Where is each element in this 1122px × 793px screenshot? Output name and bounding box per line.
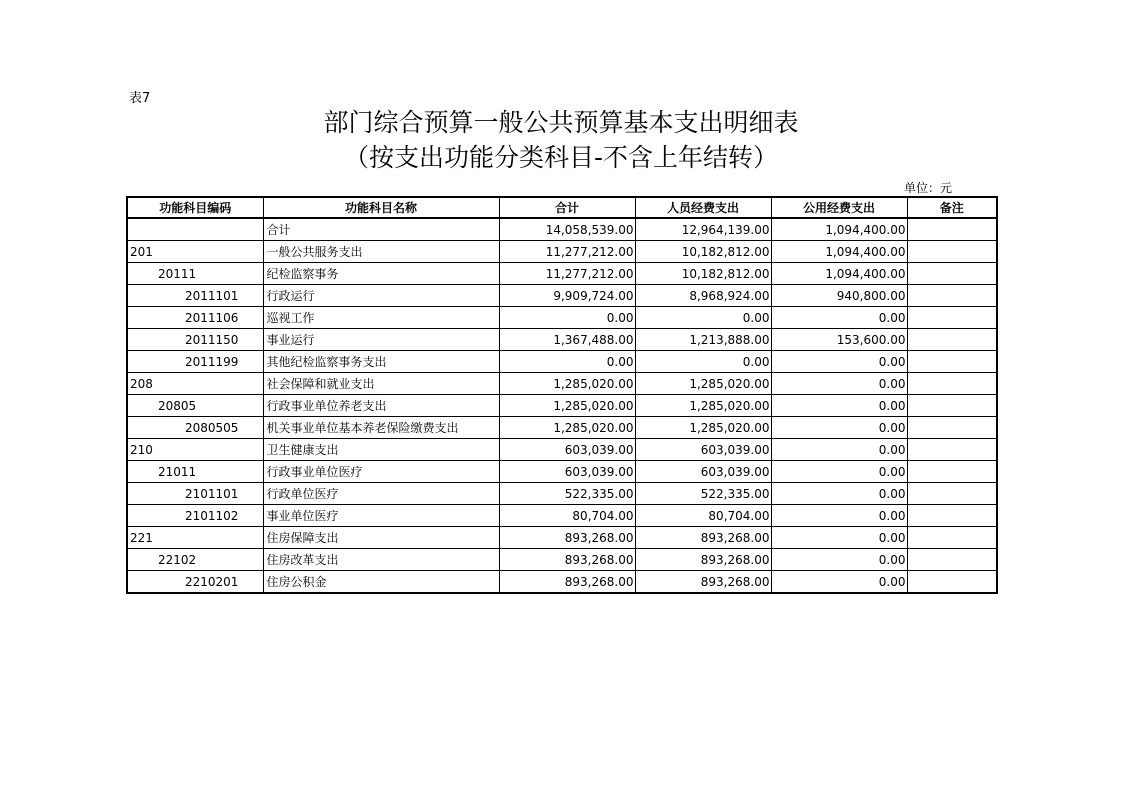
table-row xyxy=(127,373,997,395)
row-note xyxy=(907,549,997,571)
table-row xyxy=(127,285,997,307)
table-row xyxy=(127,527,997,549)
column-header-code: 功能科目编码 xyxy=(127,197,263,218)
row-public: 0.00 xyxy=(771,483,907,505)
row-public: 1,094,400.00 xyxy=(771,263,907,285)
row-name: 住房公积金 xyxy=(263,571,499,594)
row-code: 2011199 xyxy=(127,351,263,373)
row-total: 893,268.00 xyxy=(499,571,635,594)
row-name: 住房保障支出 xyxy=(263,527,499,549)
row-public: 0.00 xyxy=(771,351,907,373)
row-code: 208 xyxy=(127,373,263,395)
row-name: 巡视工作 xyxy=(263,307,499,329)
unit-label: 单位：元 xyxy=(904,181,953,195)
row-personnel: 603,039.00 xyxy=(635,461,771,483)
row-personnel: 603,039.00 xyxy=(635,439,771,461)
row-total: 1,285,020.00 xyxy=(499,417,635,439)
row-name: 事业单位医疗 xyxy=(263,505,499,527)
row-note xyxy=(907,505,997,527)
row-name: 行政事业单位养老支出 xyxy=(263,395,499,417)
table-number: 表7 xyxy=(129,91,151,106)
row-personnel: 893,268.00 xyxy=(635,527,771,549)
row-code: 21011 xyxy=(127,461,263,483)
row-code: 2011106 xyxy=(127,307,263,329)
row-code: 2080505 xyxy=(127,417,263,439)
row-name: 行政事业单位医疗 xyxy=(263,461,499,483)
column-header-note: 备注 xyxy=(907,197,997,218)
row-name: 纪检监察事务 xyxy=(263,263,499,285)
table-row xyxy=(127,241,997,263)
row-personnel: 1,213,888.00 xyxy=(635,329,771,351)
row-note xyxy=(907,263,997,285)
table-row xyxy=(127,549,997,571)
row-code xyxy=(127,218,263,241)
row-personnel: 10,182,812.00 xyxy=(635,263,771,285)
row-code: 221 xyxy=(127,527,263,549)
row-public: 1,094,400.00 xyxy=(771,218,907,241)
table-row xyxy=(127,417,997,439)
row-personnel: 1,285,020.00 xyxy=(635,395,771,417)
table-row xyxy=(127,218,997,241)
row-name: 社会保障和就业支出 xyxy=(263,373,499,395)
row-personnel: 0.00 xyxy=(635,351,771,373)
row-personnel: 80,704.00 xyxy=(635,505,771,527)
row-public: 0.00 xyxy=(771,373,907,395)
budget-table xyxy=(126,196,998,594)
row-note xyxy=(907,329,997,351)
row-code: 2101102 xyxy=(127,505,263,527)
row-code: 2011101 xyxy=(127,285,263,307)
row-note xyxy=(907,285,997,307)
row-note xyxy=(907,395,997,417)
row-public: 0.00 xyxy=(771,527,907,549)
row-total: 11,277,212.00 xyxy=(499,241,635,263)
row-public: 940,800.00 xyxy=(771,285,907,307)
column-header-total: 合计 xyxy=(499,197,635,218)
row-code: 22102 xyxy=(127,549,263,571)
row-personnel: 0.00 xyxy=(635,307,771,329)
row-total: 11,277,212.00 xyxy=(499,263,635,285)
column-header-name: 功能科目名称 xyxy=(263,197,499,218)
table-row xyxy=(127,351,997,373)
table-row xyxy=(127,483,997,505)
table-row xyxy=(127,307,997,329)
table-row xyxy=(127,571,997,594)
row-total: 9,909,724.00 xyxy=(499,285,635,307)
row-personnel: 1,285,020.00 xyxy=(635,373,771,395)
row-note xyxy=(907,527,997,549)
row-personnel: 8,968,924.00 xyxy=(635,285,771,307)
row-total: 603,039.00 xyxy=(499,439,635,461)
row-public: 0.00 xyxy=(771,461,907,483)
row-note xyxy=(907,483,997,505)
table-header-row xyxy=(127,197,997,218)
row-note xyxy=(907,417,997,439)
row-name: 行政单位医疗 xyxy=(263,483,499,505)
row-name: 事业运行 xyxy=(263,329,499,351)
row-public: 0.00 xyxy=(771,571,907,594)
column-header-public: 公用经费支出 xyxy=(771,197,907,218)
row-total: 0.00 xyxy=(499,307,635,329)
row-public: 1,094,400.00 xyxy=(771,241,907,263)
table-row xyxy=(127,263,997,285)
row-public: 0.00 xyxy=(771,549,907,571)
page-title: 部门综合预算一般公共预算基本支出明细表 xyxy=(323,108,799,137)
row-code: 210 xyxy=(127,439,263,461)
row-total: 893,268.00 xyxy=(499,549,635,571)
row-total: 522,335.00 xyxy=(499,483,635,505)
row-public: 0.00 xyxy=(771,505,907,527)
row-public: 0.00 xyxy=(771,417,907,439)
row-code: 201 xyxy=(127,241,263,263)
row-code: 20111 xyxy=(127,263,263,285)
row-total: 1,367,488.00 xyxy=(499,329,635,351)
row-public: 153,600.00 xyxy=(771,329,907,351)
row-name: 行政运行 xyxy=(263,285,499,307)
table-row xyxy=(127,395,997,417)
row-public: 0.00 xyxy=(771,439,907,461)
row-name: 机关事业单位基本养老保险缴费支出 xyxy=(263,417,499,439)
row-public: 0.00 xyxy=(771,395,907,417)
column-header-personnel: 人员经费支出 xyxy=(635,197,771,218)
row-code: 20805 xyxy=(127,395,263,417)
row-note xyxy=(907,241,997,263)
row-total: 1,285,020.00 xyxy=(499,395,635,417)
row-personnel: 893,268.00 xyxy=(635,571,771,594)
row-total: 603,039.00 xyxy=(499,461,635,483)
row-code: 2011150 xyxy=(127,329,263,351)
table-row xyxy=(127,329,997,351)
row-personnel: 12,964,139.00 xyxy=(635,218,771,241)
row-note xyxy=(907,571,997,594)
row-code: 2210201 xyxy=(127,571,263,594)
row-name: 卫生健康支出 xyxy=(263,439,499,461)
row-code: 2101101 xyxy=(127,483,263,505)
row-name: 住房改革支出 xyxy=(263,549,499,571)
table-row xyxy=(127,439,997,461)
row-name: 其他纪检监察事务支出 xyxy=(263,351,499,373)
row-name: 一般公共服务支出 xyxy=(263,241,499,263)
row-note xyxy=(907,373,997,395)
row-personnel: 522,335.00 xyxy=(635,483,771,505)
row-note xyxy=(907,218,997,241)
row-name: 合计 xyxy=(263,218,499,241)
row-note xyxy=(907,307,997,329)
row-total: 893,268.00 xyxy=(499,527,635,549)
row-total: 1,285,020.00 xyxy=(499,373,635,395)
page-subtitle: （按支出功能分类科目-不含上年结转） xyxy=(343,143,779,172)
row-note xyxy=(907,351,997,373)
row-total: 14,058,539.00 xyxy=(499,218,635,241)
row-note xyxy=(907,461,997,483)
row-personnel: 10,182,812.00 xyxy=(635,241,771,263)
row-total: 0.00 xyxy=(499,351,635,373)
table-row xyxy=(127,505,997,527)
row-personnel: 1,285,020.00 xyxy=(635,417,771,439)
row-total: 80,704.00 xyxy=(499,505,635,527)
table-row xyxy=(127,461,997,483)
row-public: 0.00 xyxy=(771,307,907,329)
row-note xyxy=(907,439,997,461)
row-personnel: 893,268.00 xyxy=(635,549,771,571)
